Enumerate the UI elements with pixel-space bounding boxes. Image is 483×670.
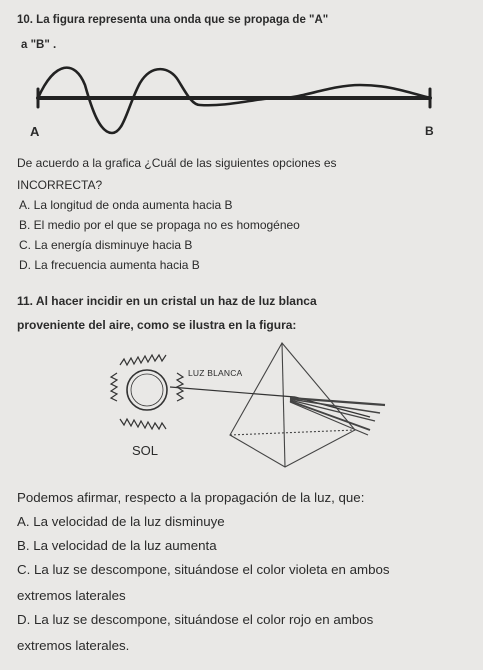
question-11-title-continued: proveniente del aire, como se ilustra en la figura:	[17, 318, 297, 332]
question-11-option-d: D. La luz se descompone, situándose el color rojo en ambos	[17, 612, 374, 627]
wave-curve	[38, 68, 430, 133]
sun-icon	[111, 355, 183, 429]
sun-label: SOL	[132, 443, 159, 458]
question-10-option-d: D. La frecuencia aumenta hacia B	[19, 258, 200, 272]
question-11-option-d-continued: extremos laterales.	[17, 638, 130, 653]
question-10-title-continued: a "B" .	[21, 39, 57, 51]
question-11-prompt: Podemos afirmar, respecto a la propagación de la luz, que:	[17, 490, 365, 505]
question-11-option-c: C. La luz se descompone, situándose el color violeta en ambos	[17, 562, 390, 577]
question-10-option-a: A. La longitud de onda aumenta hacia B	[19, 198, 233, 212]
question-11-title: 11. Al hacer incidir en un cristal un haz de luz blanca	[17, 294, 317, 308]
wave-figure	[0, 55, 483, 140]
question-10-option-b: B. El medio por el que se propaga no es homogéneo	[19, 218, 300, 232]
question-10-title: 10. La figura representa una onda que se propaga de "A"	[17, 14, 329, 26]
wave-label-b: B	[425, 124, 434, 138]
question-11-option-c-continued: extremos laterales	[17, 588, 126, 603]
wave-label-a: A	[30, 124, 40, 139]
question-10-prompt-continued: INCORRECTA?	[17, 178, 103, 192]
prism-shape	[230, 343, 355, 467]
question-10-option-c: C. La energía disminuye hacia B	[19, 238, 193, 252]
dispersed-light	[290, 398, 385, 435]
question-11-option-a: A. La velocidad de la luz disminuye	[17, 514, 225, 529]
question-10-prompt: De acuerdo a la grafica ¿Cuál de las siguientes opciones es	[17, 156, 337, 170]
white-light-label: LUZ BLANCA	[188, 368, 243, 378]
question-11-option-b: B. La velocidad de la luz aumenta	[17, 538, 217, 553]
